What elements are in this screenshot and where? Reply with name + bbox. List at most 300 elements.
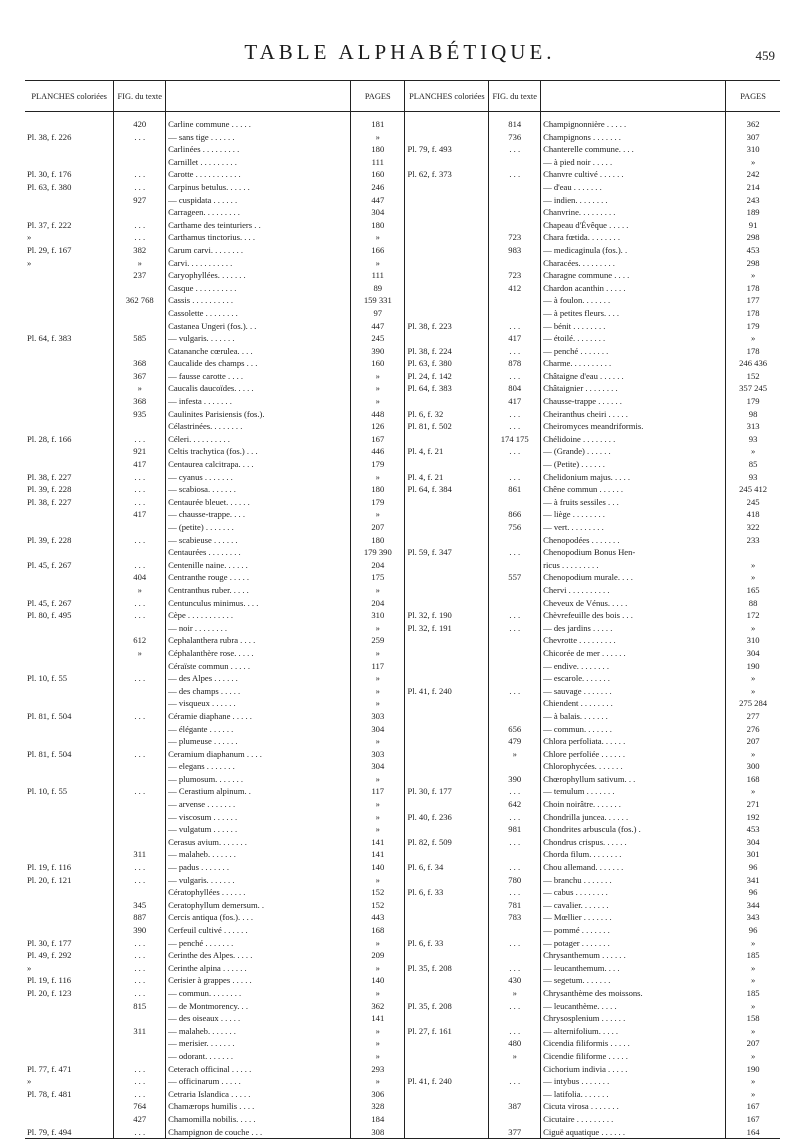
right-page-ref: 275 284 (726, 697, 780, 710)
index-row (25, 181, 780, 194)
left-page-ref: » (351, 508, 405, 521)
right-fig-ref (489, 710, 541, 723)
right-entry-name: — intybus . . . . . . . (541, 1075, 726, 1088)
right-planche-ref (405, 206, 489, 219)
right-planche-ref (405, 433, 489, 446)
left-fig-ref (114, 685, 166, 698)
right-planche-ref (405, 257, 489, 270)
right-page-ref: 246 436 (726, 357, 780, 370)
right-entry-name: — vert. . . . . . . . . (541, 521, 726, 534)
left-page-ref: 209 (351, 949, 405, 962)
right-planche-ref: Pl. 24, f. 142 (405, 370, 489, 383)
left-planche-ref (25, 622, 114, 635)
right-entry-name: — endive. . . . . . . . (541, 660, 726, 673)
left-entry-name: Céphalanthère rose. . . . . (166, 647, 351, 660)
left-fig-ref (114, 697, 166, 710)
right-entry-name: Champignonnière . . . . . (541, 118, 726, 131)
left-page-ref: » (351, 823, 405, 836)
left-fig-ref: . . . (114, 987, 166, 1000)
right-fig-ref: 814 (489, 118, 541, 131)
left-planche-ref (25, 206, 114, 219)
right-page-ref: 310 (726, 634, 780, 647)
index-row (25, 1088, 780, 1101)
left-entry-name: — malaheb. . . . . . . (166, 848, 351, 861)
right-page-ref: 233 (726, 534, 780, 547)
left-planche-ref: Pl. 39, f. 228 (27, 484, 72, 495)
right-page-ref: 167 (726, 1113, 780, 1126)
right-planche-ref: Pl. 6, f. 32 (405, 408, 489, 421)
index-body (25, 112, 780, 1139)
right-entry-name: Cheiranthus cheiri . . . . . (541, 408, 726, 421)
left-planche-ref (25, 521, 114, 534)
right-fig-ref (489, 634, 541, 647)
left-entry-name: — des champs . . . . . (166, 685, 351, 698)
left-planche-ref (25, 1037, 114, 1050)
left-planche-ref (25, 1113, 114, 1126)
index-row (25, 244, 780, 257)
right-page-ref: » (726, 1088, 780, 1101)
left-entry-name: Cératophyllées . . . . . . (166, 886, 351, 899)
index-row (25, 823, 780, 836)
right-page-ref: 344 (726, 899, 780, 912)
index-row (25, 168, 780, 181)
left-entry-name: Caucalis daucoïdes. . . . . (166, 382, 351, 395)
right-entry-name: — Mœllier . . . . . . . (541, 911, 726, 924)
right-planche-ref: Pl. 35, f. 208 (405, 962, 489, 975)
left-entry-name: — vulgaris. . . . . . . (166, 874, 351, 887)
left-planche-ref: Pl. 37, f. 222 (27, 219, 72, 230)
index-row (25, 987, 780, 1000)
left-page-ref: » (351, 937, 405, 950)
right-planche-ref (405, 508, 489, 521)
right-fig-ref: . . . (489, 609, 541, 622)
left-planche-ref (25, 420, 114, 433)
left-fig-ref: . . . (114, 471, 166, 484)
left-planche-ref (25, 143, 114, 156)
left-fig-ref: 427 (114, 1113, 166, 1126)
header-row (25, 81, 780, 112)
left-fig-ref: » (114, 257, 166, 270)
right-planche-ref (405, 823, 489, 836)
right-entry-name: — (Grande) . . . . . . (541, 445, 726, 458)
index-row (25, 798, 780, 811)
right-planche-ref (405, 194, 489, 207)
left-page-ref: 168 (351, 924, 405, 937)
right-fig-ref: 174 175 (489, 433, 541, 446)
right-page-ref: 298 (726, 231, 780, 244)
right-page-ref: » (726, 785, 780, 798)
right-page-ref: 304 (726, 836, 780, 849)
right-fig-ref (489, 597, 541, 610)
right-page-ref: 307 (726, 131, 780, 144)
right-planche-ref: Pl. 6, f. 33 (405, 937, 489, 950)
index-row (25, 1075, 780, 1088)
left-entry-name: — arvense . . . . . . . (166, 798, 351, 811)
right-planche-ref: Pl. 35, f. 208 (405, 1000, 489, 1013)
left-planche-ref (25, 660, 114, 673)
right-fig-ref: . . . (489, 408, 541, 421)
left-entry-name: Castanea Ungeri (fos.). . . (166, 320, 351, 333)
right-planche-ref (405, 660, 489, 673)
col-header-pages: PAGES (726, 81, 780, 112)
right-planche-ref: Pl. 79, f. 493 (405, 143, 489, 156)
right-page-ref: 91 (726, 219, 780, 232)
left-planche-ref (25, 395, 114, 408)
right-planche-ref (405, 798, 489, 811)
right-fig-ref: . . . (489, 836, 541, 849)
left-planche-ref (25, 723, 114, 736)
index-row (25, 118, 780, 131)
left-page-ref: 204 (351, 559, 405, 572)
right-page-ref: 93 (726, 433, 780, 446)
left-fig-ref (114, 546, 166, 559)
left-entry-name: Carnillet . . . . . . . . . (166, 156, 351, 169)
right-entry-name: — des jardins . . . . . (541, 622, 726, 635)
left-page-ref: 447 (351, 320, 405, 333)
right-planche-ref (405, 974, 489, 987)
left-planche-ref (25, 282, 114, 295)
index-row (25, 584, 780, 597)
right-planche-ref (405, 458, 489, 471)
right-planche-ref: Pl. 62, f. 373 (405, 168, 489, 181)
right-page-ref: 343 (726, 911, 780, 924)
left-entry-name: Carvi. . . . . . . . . . . (166, 257, 351, 270)
right-fig-ref: 736 (489, 131, 541, 144)
left-entry-name: Carum carvi. . . . . . . . (166, 244, 351, 257)
right-planche-ref: Pl. 38, f. 224 (405, 345, 489, 358)
right-page-ref: 85 (726, 458, 780, 471)
index-row (25, 294, 780, 307)
right-fig-ref (489, 697, 541, 710)
left-page-ref: 117 (351, 785, 405, 798)
right-planche-ref (405, 496, 489, 509)
index-row (25, 320, 780, 333)
right-fig-ref (489, 181, 541, 194)
left-fig-ref (114, 521, 166, 534)
right-planche-ref: Pl. 41, f. 240 (405, 1075, 489, 1088)
left-page-ref: 362 (351, 1000, 405, 1013)
right-page-ref: 152 (726, 370, 780, 383)
left-fig-ref: . . . (114, 433, 166, 446)
left-entry-name: — malaheb. . . . . . . (166, 1025, 351, 1038)
right-fig-ref: 412 (489, 282, 541, 295)
right-fig-ref: 981 (489, 823, 541, 836)
right-page-ref: 96 (726, 886, 780, 899)
left-planche-ref: Pl. 38, f. 227 (27, 471, 72, 482)
right-page-ref: 322 (726, 521, 780, 534)
left-planche-ref: Pl. 81, f. 504 (27, 710, 72, 721)
right-page-ref: 418 (726, 508, 780, 521)
right-planche-ref (405, 118, 489, 131)
right-entry-name: Chenopodium murale. . . . (541, 571, 726, 584)
left-page-ref: 97 (351, 307, 405, 320)
left-fig-ref (114, 156, 166, 169)
right-entry-name: — à pied noir . . . . . (541, 156, 726, 169)
right-planche-ref (405, 647, 489, 660)
right-fig-ref (489, 1063, 541, 1076)
left-planche-ref: Pl. 10, f. 55 (27, 673, 68, 684)
left-entry-name: — elegans . . . . . . . (166, 760, 351, 773)
right-planche-ref (405, 760, 489, 773)
right-fig-ref: » (489, 1050, 541, 1063)
left-entry-name: — odorant. . . . . . . (166, 1050, 351, 1063)
left-entry-name: — merisier. . . . . . . (166, 1037, 351, 1050)
index-row (25, 345, 780, 358)
right-entry-name: — étoilé. . . . . . . . (541, 332, 726, 345)
left-planche-ref (25, 445, 114, 458)
right-page-ref: 179 (726, 395, 780, 408)
left-entry-name: Céleri. . . . . . . . . . (166, 433, 351, 446)
left-planche-ref: Pl. 39, f. 228 (27, 534, 72, 545)
right-page-ref: » (726, 685, 780, 698)
left-planche-ref (25, 458, 114, 471)
left-fig-ref: . . . (114, 861, 166, 874)
index-row (25, 647, 780, 660)
left-fig-ref: . . . (114, 483, 166, 496)
index-row (25, 534, 780, 547)
left-planche-ref (25, 194, 114, 207)
left-entry-name: Cerisier à grappes . . . . . (166, 974, 351, 987)
left-page-ref: 180 (351, 483, 405, 496)
right-planche-ref (405, 219, 489, 232)
left-page-ref: » (351, 987, 405, 1000)
left-page-ref: 181 (351, 118, 405, 131)
left-page-ref: 167 (351, 433, 405, 446)
index-row (25, 848, 780, 861)
left-planche-ref: » (27, 962, 32, 973)
left-fig-ref: 417 (114, 458, 166, 471)
left-entry-name: Cassis . . . . . . . . . . (166, 294, 351, 307)
left-entry-name: Centunculus minimus. . . . (166, 597, 351, 610)
left-entry-name: Carrageen. . . . . . . . . (166, 206, 351, 219)
left-page-ref: » (351, 257, 405, 270)
left-entry-name: — noir . . . . . . . . (166, 622, 351, 635)
right-page-ref: » (726, 622, 780, 635)
right-fig-ref: 417 (489, 332, 541, 345)
right-fig-ref: . . . (489, 811, 541, 824)
left-page-ref: 141 (351, 1012, 405, 1025)
right-page-ref: 276 (726, 723, 780, 736)
left-page-ref: 141 (351, 848, 405, 861)
right-entry-name: — alternifolium. . . . . (541, 1025, 726, 1038)
left-entry-name: — viscosum . . . . . . (166, 811, 351, 824)
left-page-ref: 152 (351, 899, 405, 912)
right-planche-ref: Pl. 32, f. 190 (405, 609, 489, 622)
left-fig-ref: 368 (114, 395, 166, 408)
right-entry-name: Chlora perfoliata. . . . . . (541, 735, 726, 748)
index-row (25, 710, 780, 723)
right-entry-name: — bénit . . . . . . . . (541, 320, 726, 333)
left-fig-ref: . . . (114, 496, 166, 509)
right-page-ref: » (726, 962, 780, 975)
right-entry-name: Chélidoine . . . . . . . . (541, 433, 726, 446)
right-page-ref: 168 (726, 773, 780, 786)
right-page-ref (726, 546, 780, 559)
right-planche-ref (405, 735, 489, 748)
index-row (25, 408, 780, 421)
left-entry-name: Centenille naine. . . . . . (166, 559, 351, 572)
right-page-ref: 98 (726, 408, 780, 421)
right-page-ref: 207 (726, 1037, 780, 1050)
left-entry-name: — officinarum . . . . . (166, 1075, 351, 1088)
left-planche-ref (25, 320, 114, 333)
left-planche-ref: Pl. 81, f. 504 (27, 748, 72, 759)
right-page-ref: 164 (726, 1126, 780, 1139)
right-page-ref: 172 (726, 609, 780, 622)
left-entry-name: Ceratophyllum demersum. . (166, 899, 351, 912)
left-planche-ref (25, 773, 114, 786)
left-entry-name: Centranthe rouge . . . . . (166, 571, 351, 584)
right-entry-name: Cicutaire . . . . . . . . . (541, 1113, 726, 1126)
left-planche-ref (25, 899, 114, 912)
right-planche-ref: Pl. 81, f. 502 (405, 420, 489, 433)
left-page-ref: 160 (351, 168, 405, 181)
left-fig-ref: 927 (114, 194, 166, 207)
right-planche-ref (405, 521, 489, 534)
index-row (25, 1012, 780, 1025)
col-header-fig: FIG. du texte (489, 81, 541, 112)
right-entry-name: Châtaignier . . . . . . . . (541, 382, 726, 395)
left-entry-name: — cuspidata . . . . . . (166, 194, 351, 207)
right-fig-ref: . . . (489, 445, 541, 458)
left-fig-ref (114, 320, 166, 333)
left-planche-ref (25, 370, 114, 383)
right-entry-name: — indien. . . . . . . . (541, 194, 726, 207)
index-row (25, 471, 780, 484)
right-entry-name: Chrysanthemum . . . . . . (541, 949, 726, 962)
left-page-ref: 308 (351, 1126, 405, 1139)
left-planche-ref (25, 924, 114, 937)
right-fig-ref (489, 496, 541, 509)
right-entry-name: Chœrophyllum sativum. . . (541, 773, 726, 786)
left-planche-ref: Pl. 77, f. 471 (27, 1063, 72, 1074)
right-entry-name: — liège . . . . . . . . (541, 508, 726, 521)
index-row (25, 735, 780, 748)
right-planche-ref (405, 269, 489, 282)
right-page-ref: 190 (726, 660, 780, 673)
right-page-ref: 245 412 (726, 483, 780, 496)
index-row (25, 886, 780, 899)
left-entry-name: Centaurées . . . . . . . . (166, 546, 351, 559)
index-row (25, 1050, 780, 1063)
col-header-name (166, 81, 351, 112)
left-page-ref: » (351, 382, 405, 395)
page-number: 459 (755, 48, 775, 63)
right-fig-ref: 430 (489, 974, 541, 987)
right-entry-name: Cichorium indivia . . . . . (541, 1063, 726, 1076)
left-page-ref: 448 (351, 408, 405, 421)
right-entry-name: — cabus . . . . . . . . (541, 886, 726, 899)
right-fig-ref: 480 (489, 1037, 541, 1050)
right-page-ref: » (726, 1000, 780, 1013)
left-page-ref: 111 (351, 269, 405, 282)
right-page-ref: 310 (726, 143, 780, 156)
left-entry-name: — penché . . . . . . . (166, 937, 351, 950)
left-entry-name: Caulinites Parisiensis (fos.). (166, 408, 351, 421)
left-fig-ref: . . . (114, 962, 166, 975)
left-fig-ref: 764 (114, 1100, 166, 1113)
index-row (25, 571, 780, 584)
left-page-ref: » (351, 370, 405, 383)
left-fig-ref: 368 (114, 357, 166, 370)
left-entry-name: Chamærops humilis . . . . (166, 1100, 351, 1113)
right-page-ref: 214 (726, 181, 780, 194)
index-row (25, 760, 780, 773)
index-row (25, 634, 780, 647)
left-page-ref: 293 (351, 1063, 405, 1076)
right-fig-ref (489, 660, 541, 673)
right-entry-name: Chou allemand. . . . . . . (541, 861, 726, 874)
left-planche-ref (25, 848, 114, 861)
index-row (25, 949, 780, 962)
index-row (25, 143, 780, 156)
left-page-ref: » (351, 131, 405, 144)
index-row (25, 874, 780, 887)
index-row (25, 861, 780, 874)
left-entry-name: — padus . . . . . . . (166, 861, 351, 874)
right-page-ref: » (726, 571, 780, 584)
right-planche-ref: Pl. 4, f. 21 (405, 445, 489, 458)
left-page-ref: 89 (351, 282, 405, 295)
left-page-ref: » (351, 874, 405, 887)
col-header-name (541, 81, 726, 112)
right-entry-name: — branchu . . . . . . . (541, 874, 726, 887)
left-entry-name: Ceramium diaphanum . . . . (166, 748, 351, 761)
left-planche-ref: Pl. 79, f. 494 (25, 1126, 114, 1139)
right-page-ref: 189 (726, 206, 780, 219)
left-page-ref: 117 (351, 660, 405, 673)
right-entry-name: — potager . . . . . . . (541, 937, 726, 950)
right-page-ref: 165 (726, 584, 780, 597)
left-page-ref: » (351, 735, 405, 748)
left-fig-ref: . . . (114, 1075, 166, 1088)
left-fig-ref: . . . (114, 748, 166, 761)
left-planche-ref (25, 584, 114, 597)
left-page-ref: 245 (351, 332, 405, 345)
right-entry-name: — penché . . . . . . . (541, 345, 726, 358)
left-fig-ref: . . . (114, 1126, 166, 1139)
left-entry-name: — vulgaris. . . . . . . (166, 332, 351, 345)
index-row (25, 962, 780, 975)
left-fig-ref: 237 (114, 269, 166, 282)
right-planche-ref: Pl. 32, f. 191 (405, 622, 489, 635)
right-page-ref: 304 (726, 647, 780, 660)
right-page-ref: 185 (726, 949, 780, 962)
right-page-ref: 453 (726, 823, 780, 836)
right-entry-name: — cavalier. . . . . . . (541, 899, 726, 912)
index-row (25, 773, 780, 786)
index-row (25, 433, 780, 446)
left-entry-name: Céraïste commun . . . . . (166, 660, 351, 673)
right-planche-ref (405, 949, 489, 962)
right-entry-name: Châtaigne d'eau . . . . . . (541, 370, 726, 383)
left-planche-ref (25, 294, 114, 307)
right-page-ref: » (726, 559, 780, 572)
left-fig-ref: 935 (114, 408, 166, 421)
left-entry-name: Céramie diaphane . . . . . (166, 710, 351, 723)
left-page-ref: » (351, 647, 405, 660)
left-entry-name: Cerasus avium. . . . . . . (166, 836, 351, 849)
right-planche-ref (405, 1113, 489, 1126)
right-planche-ref (405, 1050, 489, 1063)
right-entry-name: Chara fœtida. . . . . . . . (541, 231, 726, 244)
left-planche-ref: Pl. 30, f. 177 (27, 937, 72, 948)
left-page-ref: » (351, 471, 405, 484)
right-entry-name: Chanterelle commune. . . . (541, 143, 726, 156)
left-page-ref: 304 (351, 760, 405, 773)
right-entry-name: — leucanthemum. . . . (541, 962, 726, 975)
left-entry-name: Centaurea calcitrapa. . . . (166, 458, 351, 471)
